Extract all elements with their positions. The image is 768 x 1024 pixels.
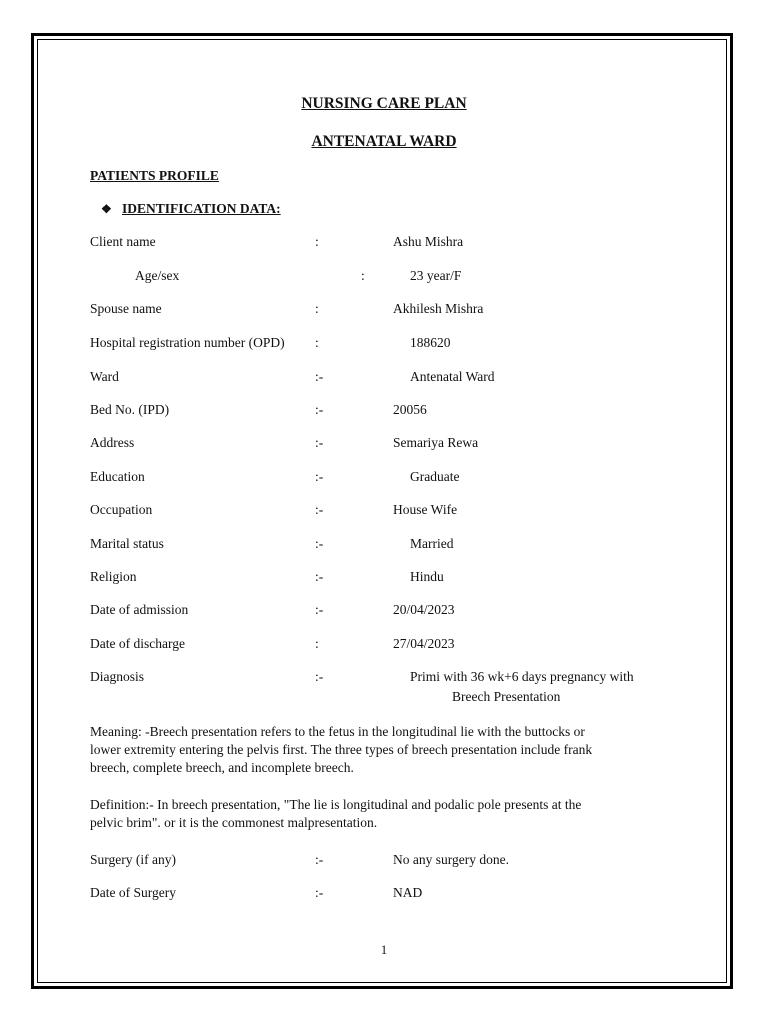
value-surgery: No any surgery done. <box>393 852 509 867</box>
separator: :- <box>315 469 324 484</box>
separator: :- <box>315 602 324 617</box>
label-age-sex: Age/sex <box>135 268 180 283</box>
value-age-sex: 23 year/F <box>410 268 462 283</box>
separator: :- <box>315 369 324 384</box>
label-occupation: Occupation <box>90 502 153 517</box>
definition-line: pelvic brim". or it is the commonest malpresentation. <box>90 815 378 830</box>
separator: : <box>315 335 319 350</box>
value-date-of-discharge: 27/04/2023 <box>393 636 455 651</box>
page-number: 1 <box>380 943 388 957</box>
label-ward: Ward <box>90 369 119 384</box>
meaning-line: breech, complete breech, and incomplete breech. <box>90 760 354 775</box>
value-education: Graduate <box>410 469 460 484</box>
value-diagnosis-line2: Breech Presentation <box>452 689 561 704</box>
meaning-line: lower extremity entering the pelvis first. The three types of breech presentation include frank <box>90 742 593 757</box>
label-religion: Religion <box>90 569 137 584</box>
meaning-line: Meaning: -Breech presentation refers to the fetus in the longitudinal lie with the buttocks or <box>90 724 585 739</box>
value-diagnosis-line1: Primi with 36 wk+6 days pregnancy with <box>410 669 634 684</box>
subsection-heading: IDENTIFICATION DATA: <box>122 201 281 216</box>
label-bed-no: Bed No. (IPD) <box>90 402 170 417</box>
label-education: Education <box>90 469 145 484</box>
separator: : <box>315 301 319 316</box>
separator: : <box>315 636 319 651</box>
separator: :- <box>315 536 324 551</box>
label-hospital-registration: Hospital registration number (OPD) <box>90 335 285 350</box>
definition-line: Definition:- In breech presentation, "The lie is longitudinal and podalic pole presents at the <box>90 797 582 812</box>
separator: :- <box>315 669 324 684</box>
diamond-bullet-icon: ❖ <box>101 202 112 216</box>
separator: : <box>361 268 365 283</box>
value-address: Semariya Rewa <box>393 435 479 450</box>
value-spouse-name: Akhilesh Mishra <box>393 301 484 316</box>
value-hospital-registration: 188620 <box>410 335 451 350</box>
label-date-of-admission: Date of admission <box>90 602 189 617</box>
separator: :- <box>315 569 324 584</box>
value-client-name: Ashu Mishra <box>393 234 464 249</box>
document-title: NURSING CARE PLAN <box>301 95 467 112</box>
value-date-of-admission: 20/04/2023 <box>393 602 455 617</box>
label-diagnosis: Diagnosis <box>90 669 144 684</box>
separator: :- <box>315 435 324 450</box>
subsection-identification-data <box>101 201 281 217</box>
label-date-of-discharge: Date of discharge <box>90 636 185 651</box>
value-date-of-surgery: NAD <box>393 885 423 900</box>
separator: :- <box>315 885 324 900</box>
value-ward: Antenatal Ward <box>410 369 495 384</box>
document-subtitle: ANTENATAL WARD <box>311 133 457 150</box>
value-religion: Hindu <box>410 569 444 584</box>
label-client-name: Client name <box>90 234 156 249</box>
section-heading-patients-profile: PATIENTS PROFILE <box>90 168 219 183</box>
separator: :- <box>315 852 324 867</box>
label-date-of-surgery: Date of Surgery <box>90 885 176 900</box>
label-spouse-name: Spouse name <box>90 301 162 316</box>
value-occupation: House Wife <box>393 502 458 517</box>
label-address: Address <box>90 435 135 450</box>
separator: :- <box>315 502 324 517</box>
definition-paragraph <box>90 796 670 832</box>
separator: :- <box>315 402 324 417</box>
label-surgery: Surgery (if any) <box>90 852 176 867</box>
meaning-paragraph <box>90 723 670 777</box>
separator: : <box>315 234 319 249</box>
label-marital-status: Marital status <box>90 536 164 551</box>
value-marital-status: Married <box>410 536 454 551</box>
value-bed-no: 20056 <box>393 402 427 417</box>
